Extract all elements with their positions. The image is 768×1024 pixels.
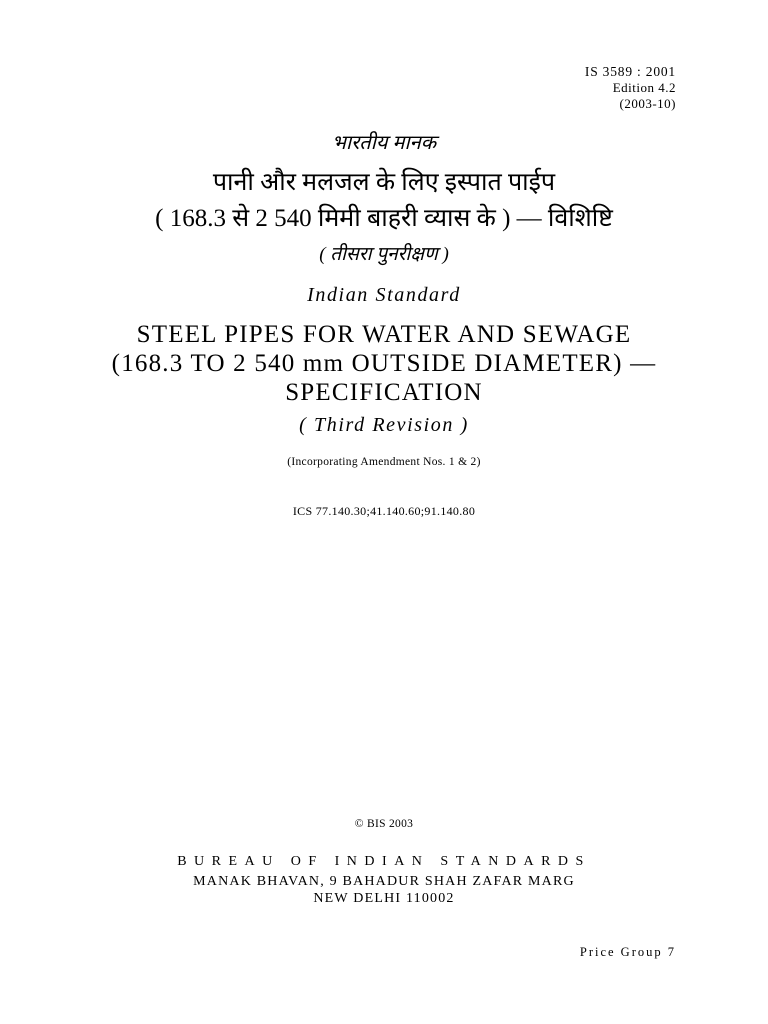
english-title-line2: (168.3 TO 2 540 mm OUTSIDE DIAMETER) — [111, 350, 657, 377]
address-line1: MANAK BHAVAN, 9 BAHADUR SHAH ZAFAR MARG [193, 874, 575, 889]
english-standard-label: Indian Standard [307, 284, 461, 306]
price-group: Price Group 7 [579, 945, 676, 959]
english-title-line3: SPECIFICATION [285, 379, 483, 406]
hindi-title-line2: ( 168.3 से 2 540 मिमी बाहरी व्यास के ) — विशिष्टि [155, 205, 613, 232]
ics-codes: ICS 77.140.30;41.140.60;91.140.80 [292, 504, 476, 518]
publisher-name: BUREAU OF INDIAN STANDARDS [177, 854, 591, 869]
hindi-standard-label: भारतीय मानक [331, 132, 437, 154]
copyright-notice: © BIS 2003 [354, 818, 414, 830]
hindi-revision: ( तीसरा पुनरीक्षण ) [319, 244, 449, 265]
english-title [0, 320, 768, 407]
edition-date: (2003-10) [619, 96, 676, 111]
address-line2: NEW DELHI 110002 [313, 891, 455, 906]
edition-block [585, 64, 676, 112]
edition-number: Edition 4.2 [612, 80, 676, 95]
hindi-title-line1: पानी और मलजल के लिए इस्पात पाईप [212, 169, 556, 196]
amendment-note: (Incorporating Amendment Nos. 1 & 2) [287, 456, 481, 468]
standard-number: IS 3589 : 2001 [584, 64, 676, 79]
english-revision: ( Third Revision ) [299, 414, 469, 436]
english-title-line1: STEEL PIPES FOR WATER AND SEWAGE [136, 321, 632, 348]
